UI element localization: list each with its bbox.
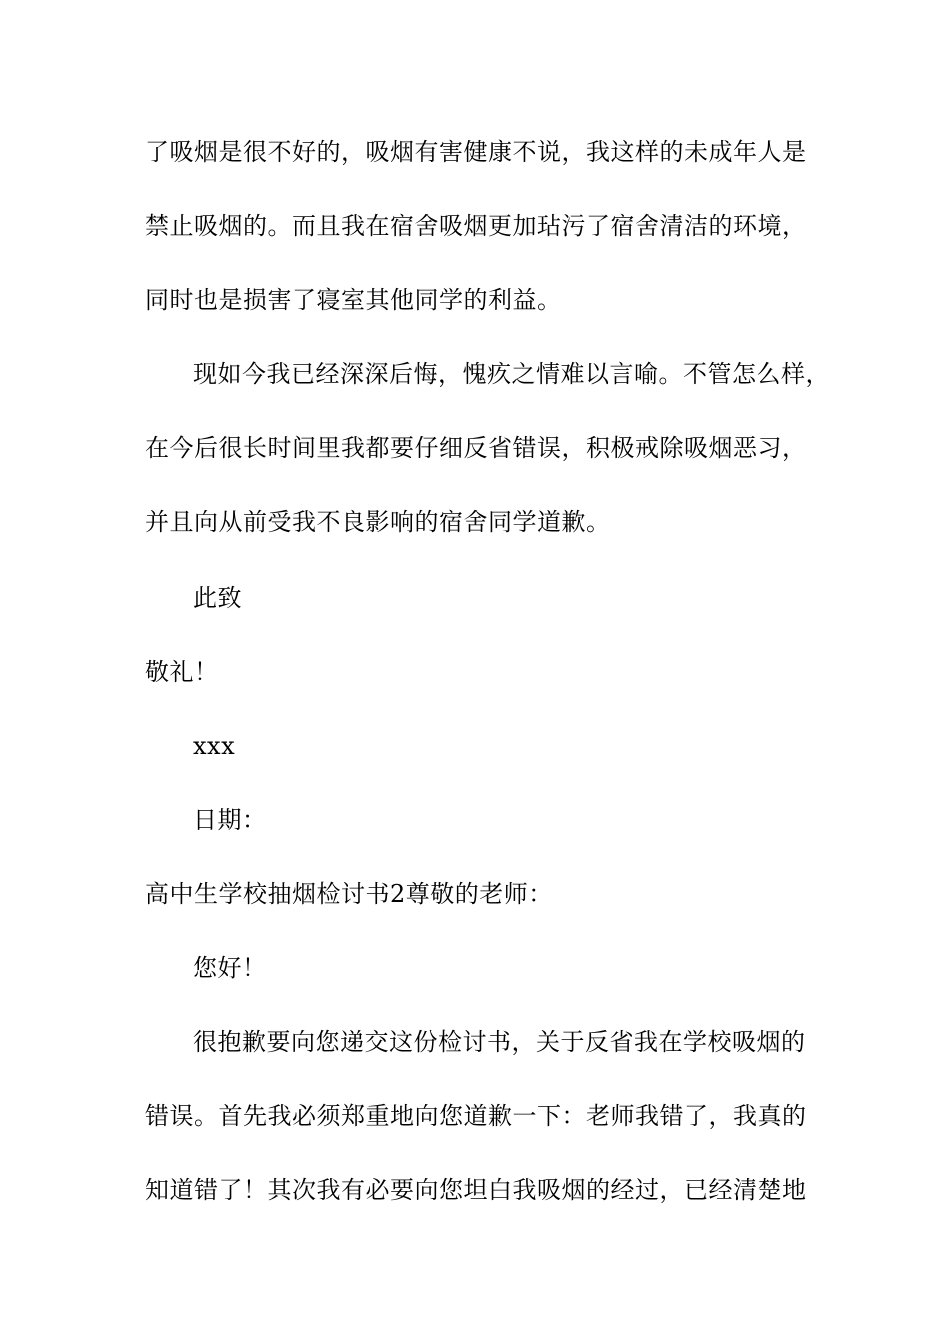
- signature-name: xxx: [193, 732, 236, 760]
- closing-salutation: 此致: [193, 584, 242, 612]
- body-text-line: 禁止吸烟的。而且我在宿舍吸烟更加玷污了宿舍清洁的环境，: [145, 212, 807, 240]
- body-text-line: 同时也是损害了寝室其他同学的利益。: [145, 286, 562, 314]
- body-text-line: 错误。首先我必须郑重地向您道歉一下：老师我错了，我真的: [145, 1102, 807, 1130]
- body-text-line: 知道错了！其次我有必要向您坦白我吸烟的经过，已经清楚地: [145, 1176, 807, 1204]
- body-text-line: 在今后很长时间里我都要仔细反省错误，积极戒除吸烟恶习，: [145, 434, 807, 462]
- paragraph-start-line: 很抱歉要向您递交这份检讨书，关于反省我在学校吸烟的: [193, 1028, 806, 1056]
- body-text-line: 并且向从前受我不良影响的宿舍同学道歉。: [145, 508, 611, 536]
- section-heading: 高中生学校抽烟检讨书2尊敬的老师：: [145, 880, 553, 908]
- paragraph-start-line: 现如今我已经深深后悔，愧疚之情难以言喻。不管怎么样，: [193, 360, 830, 388]
- body-text-line: 了吸烟是很不好的，吸烟有害健康不说，我这样的未成年人是: [145, 138, 807, 166]
- closing-regards: 敬礼！: [145, 658, 219, 686]
- greeting: 您好！: [193, 954, 267, 982]
- date-label: 日期：: [193, 806, 267, 834]
